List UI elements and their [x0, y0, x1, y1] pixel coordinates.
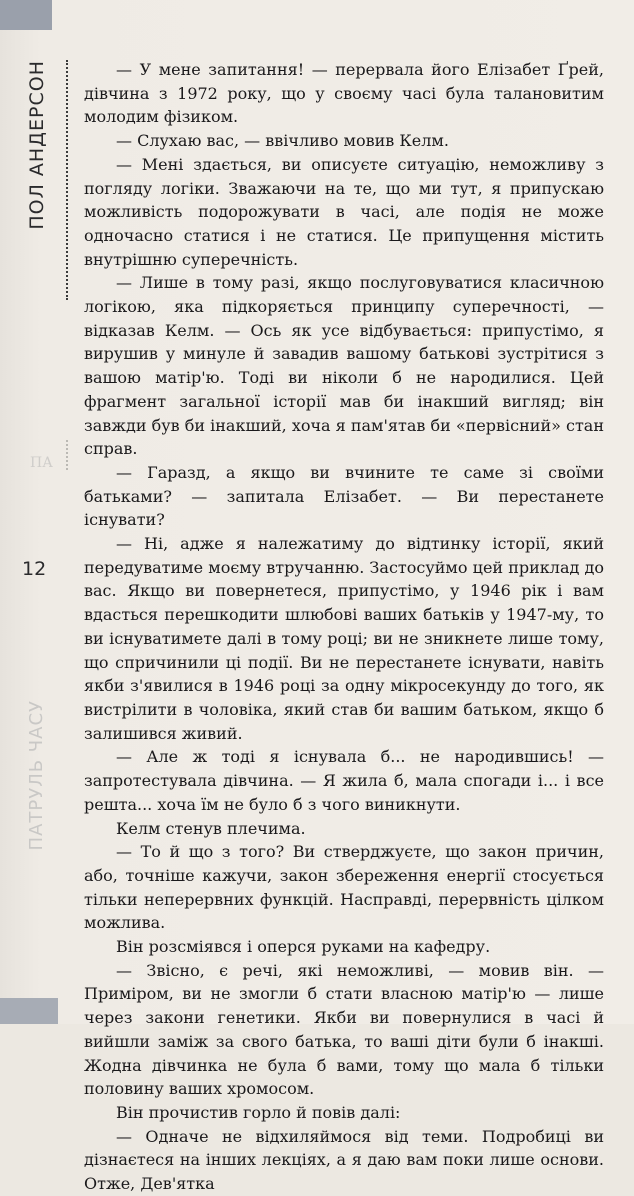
paragraph: — Одначе не відхиляймося від теми. Подробиці ви дізнаєтеся на інших лекціях, а я даю вам поки лише основи. Отже, Дев'ятка	[84, 1126, 604, 1194]
paragraph: — Але ж тоді я існувала б... не народившись! — запротестувала дівчина. — Я жила б, мала спогади і... і все решта... хоча їм не було б з чого виникнути.	[84, 747, 604, 814]
page-number: 12	[22, 558, 47, 580]
paragraph: — Звісно, є речі, які неможливі, — мовив він. — Приміром, ви не змогли б стати власною матір'ю — лише через закони генетики. Якби ви повернулися в часі й вийшли заміж за свого батька, то ваші діти були б інакші. Жодна дівчинка не була б вами, тому що мала б тільки половину ваших хромосом.	[84, 960, 604, 1099]
paragraph: — Мені здається, ви описуєте ситуацію, неможливу з погляду логіки. Зважаючи на те, що ми тут, я припускаю можливість подорожувати в часі, але подія не може одночасно статися і не статися. Це припущення містить внутрішню суперечність.	[84, 154, 604, 269]
paragraph: Він розсміявся і оперся руками на кафедру.	[116, 937, 491, 957]
paragraph: Келм стенув плечима.	[116, 818, 306, 838]
paragraph: — У мене запитання! — перервала його Елізабет Ґрей, дівчина з 1972 року, що у своєму часі була талановитим молодим фізиком.	[84, 60, 604, 127]
paragraph: — Слухаю вас, — ввічливо мовив Келм.	[116, 131, 449, 151]
paragraph: — Ні, адже я належатиму до відтинку історії, який передуватиме моєму втручанню. Застосуймо цей приклад до вас. Якщо ви повернетеся, припустімо, у 1946 рік і вам вдасться перешкодити шлюбові ваших батьків у 1947-му, то ви існуватимете далі в тому році; ви не зникнете лише тому, що спричинили ці події. Ви не перестанете існувати, навіть якби з'явилися в 1946 році за одну мікросекунду до того, як вистрілити в чоловіка, який став би вашим батьком, якщо б залишився живий.	[84, 534, 604, 743]
bleed-through-title: ПАТРУЛЬ ЧАСУ	[26, 700, 47, 851]
margin-dotted-rule	[66, 60, 68, 300]
body-text	[84, 58, 604, 1196]
paragraph: — Гаразд, а якщо ви вчините те саме зі своїми батьками? — запитала Елізабет. — Ви перестанете існувати?	[84, 462, 604, 530]
corner-block-bottom	[0, 998, 58, 1024]
bleed-through-mark: ПА	[30, 455, 53, 471]
paragraph: — Лише в тому разі, якщо послуговуватися класичною логікою, яка підкоряється принципу суперечності, — відказав Келм. — Ось як усе відбувається: припустімо, я вирушив у минуле й завадив вашому батькові зустрітися з вашою матір'ю. Тоді ви ніколи б не народилися. Цей фрагмент загальної історії мав би інакший вигляд; він завжди був би інакший, хоча я пам'ятав би «первісний» стан справ.	[84, 273, 604, 459]
paragraph: — То й що з того? Ви стверджуєте, що закон причин, або, точніше кажучи, закон збереження енергії стосується тільки неперервних функцій. Насправді, перервність цілком можлива.	[84, 842, 604, 933]
corner-block-top	[0, 0, 52, 30]
running-head-author: ПОЛ АНДЕРСОН	[26, 60, 48, 230]
margin-dotted-rule-faint	[66, 440, 68, 470]
paragraph: Він прочистив горло й повів далі:	[116, 1102, 401, 1122]
